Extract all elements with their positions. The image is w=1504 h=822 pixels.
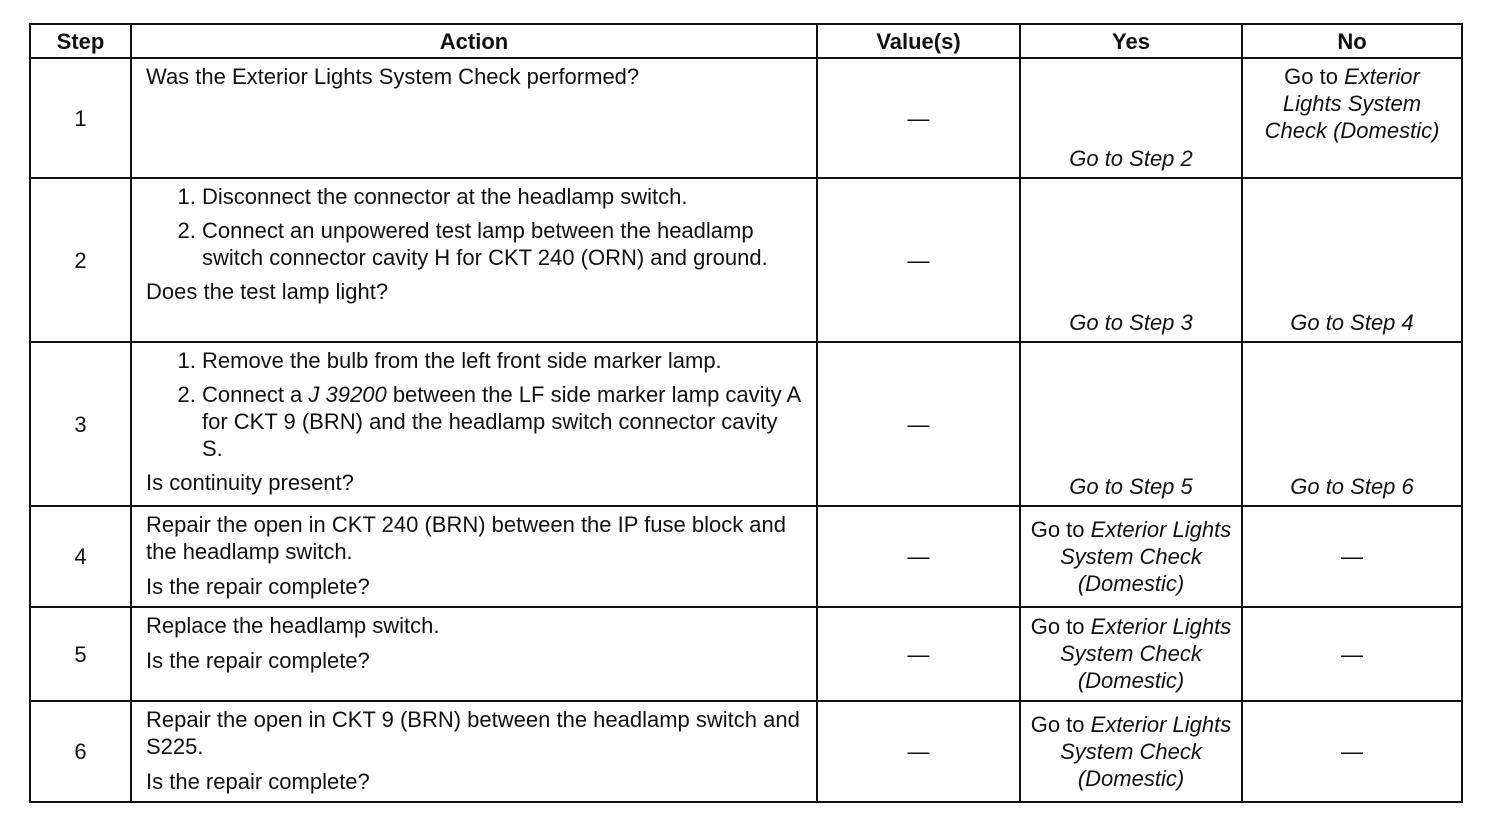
no-cell (1242, 342, 1462, 506)
header-row (30, 24, 1462, 58)
dash: — (907, 247, 930, 273)
action-question: Is continuity present? (146, 470, 354, 495)
dash: — (907, 739, 930, 764)
no-link[interactable]: Go to Step 6 (1290, 474, 1414, 499)
table-row (30, 701, 1462, 802)
step-number: 2 (30, 178, 131, 342)
action-cell (131, 342, 817, 506)
action-steps (146, 347, 804, 462)
yes-cell (1020, 506, 1242, 607)
table-row (30, 607, 1462, 701)
header-values: Value(s) (817, 24, 1020, 58)
step-number: 3 (30, 342, 131, 506)
yes-link[interactable]: Exterior Lights System Check (Domestic) (1060, 711, 1232, 791)
dash: — (907, 411, 930, 437)
no-cell (1242, 506, 1462, 607)
no-link-prefix: Go to (1284, 64, 1345, 89)
action-question: Was the Exterior Lights System Check performed? (146, 64, 640, 89)
yes-cell (1020, 701, 1242, 802)
yes-link[interactable]: Exterior Lights System Check (Domestic) (1060, 614, 1232, 693)
action-step: 2. Connect an unpowered test lamp between the headlamp switch connector cavity H for CKT 240 (ORN) and ground. (202, 217, 804, 271)
yes-link[interactable]: Exterior Lights System Check (Domestic) (1060, 516, 1232, 596)
table-row (30, 342, 1462, 506)
yes-cell (1020, 342, 1242, 506)
header-action: Action (131, 24, 817, 58)
value-cell (817, 506, 1020, 607)
header-yes: Yes (1020, 24, 1242, 58)
value-cell (817, 342, 1020, 506)
dash: — (1341, 641, 1363, 667)
yes-link[interactable]: Go to Step 3 (1069, 310, 1193, 335)
table-row (30, 58, 1462, 178)
dash: — (1341, 544, 1363, 569)
yes-link-prefix: Go to (1030, 711, 1091, 737)
action-cell (131, 506, 817, 607)
step-number: 5 (30, 607, 131, 701)
no-cell (1242, 701, 1462, 802)
table-row (30, 506, 1462, 607)
step-number: 1 (30, 58, 131, 178)
yes-cell (1020, 58, 1242, 178)
dash: — (907, 544, 930, 569)
action-text: Repair the open in CKT 9 (BRN) between the headlamp switch and S225. (146, 707, 800, 759)
no-link[interactable]: Go to Step 4 (1290, 310, 1414, 335)
yes-link-prefix: Go to (1030, 614, 1091, 639)
action-step: 1. Remove the bulb from the left front side marker lamp. (202, 347, 804, 374)
action-question: Is the repair complete? (146, 648, 370, 673)
action-steps (146, 183, 804, 271)
action-step-text: Connect a (202, 382, 309, 407)
action-cell (131, 178, 817, 342)
action-step (202, 381, 804, 462)
step-number: 4 (30, 506, 131, 607)
dash: — (1341, 739, 1363, 764)
diagnostic-table (29, 23, 1463, 803)
value-cell (817, 607, 1020, 701)
action-text: Repair the open in CKT 240 (BRN) between the IP fuse block and the headlamp switch. (146, 512, 787, 564)
table-row (30, 178, 1462, 342)
action-question: Does the test lamp light? (146, 279, 389, 304)
action-question: Is the repair complete? (146, 769, 370, 794)
value-cell (817, 58, 1020, 178)
no-cell (1242, 58, 1462, 178)
header-no: No (1242, 24, 1462, 58)
value-cell (817, 701, 1020, 802)
action-cell (131, 701, 817, 802)
yes-cell (1020, 607, 1242, 701)
yes-link-prefix: Go to (1030, 516, 1091, 542)
yes-link[interactable]: Go to Step 5 (1069, 474, 1193, 499)
no-cell (1242, 178, 1462, 342)
header-step: Step (30, 24, 131, 58)
no-cell (1242, 607, 1462, 701)
action-step: 1. Disconnect the connector at the headlamp switch. (202, 183, 804, 210)
action-cell (131, 607, 817, 701)
action-cell (131, 58, 817, 178)
dash: — (907, 641, 930, 667)
action-question: Is the repair complete? (146, 574, 370, 599)
tool-reference: J 39200 (308, 382, 387, 407)
action-text: Replace the headlamp switch. (146, 613, 440, 638)
no-link[interactable]: Exterior Lights System Check (Domestic) (1264, 64, 1440, 143)
step-number: 6 (30, 701, 131, 802)
yes-cell (1020, 178, 1242, 342)
yes-link[interactable]: Go to Step 2 (1069, 146, 1193, 171)
dash: — (907, 105, 930, 131)
value-cell (817, 178, 1020, 342)
action-step-text: between the LF side marker lamp cavity A for CKT 9 (BRN) and the headlamp switch connector cavity S. (202, 382, 801, 461)
